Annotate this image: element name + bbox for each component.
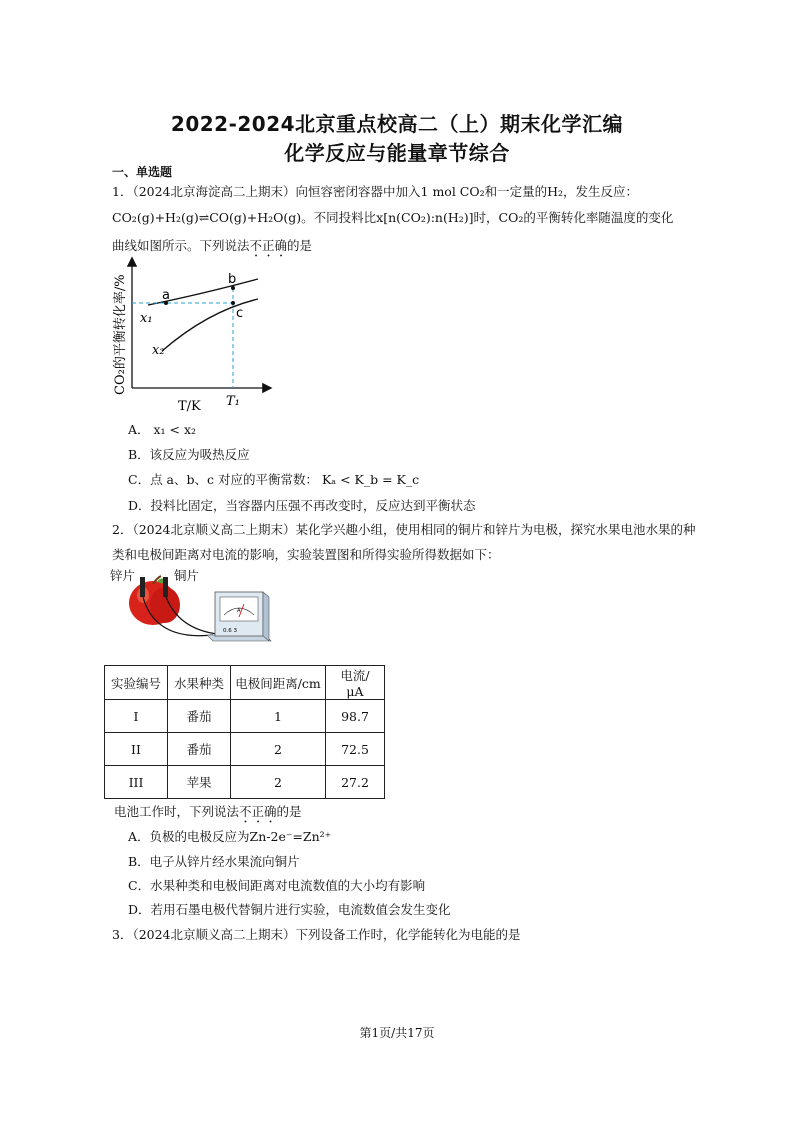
table-header-row	[105, 666, 385, 700]
q2-stem-end: 的是	[276, 804, 302, 819]
table-cell: III	[105, 766, 168, 799]
table-cell: II	[105, 733, 168, 766]
table-cell: 番茄	[168, 700, 231, 733]
page-subtitle: 化学反应与能量章节综合	[284, 141, 510, 165]
zinc-electrode	[140, 577, 145, 597]
y-axis-label: CO₂的平衡转化率/%	[113, 274, 128, 395]
fruit-battery-apparatus	[125, 575, 275, 650]
q2-stem-line2: 类和电极间距离对电流的影响，实验装置图和所得实验所得数据如下：	[112, 547, 500, 562]
q1-stem-line2-rest: 。不同投料比x[n(CO₂):n(H₂)]时，CO₂的平衡转化率随温度的变化	[301, 210, 674, 225]
q1-option-a[interactable]: A． x₁ < x₂	[128, 422, 197, 437]
zinc-label: 锌片	[110, 568, 136, 583]
point-c	[231, 301, 235, 305]
q1-option-d[interactable]: D．投料比固定，当容器内压强不再改变时，反应达到平衡状态	[128, 498, 476, 513]
q1-stem-text: 曲线如图所示。下列说法	[112, 238, 250, 253]
copper-label: 铜片	[174, 568, 200, 583]
q1-stem-line2	[112, 208, 673, 226]
label-c: c	[236, 306, 244, 321]
table-cell: 番茄	[168, 733, 231, 766]
svg-text:A: A	[237, 608, 241, 614]
q2-option-c[interactable]: C．水果种类和电极间距离对电流数值的大小均有影响	[128, 878, 426, 893]
table-cell: I	[105, 700, 168, 733]
label-b: b	[228, 272, 237, 287]
table-row	[105, 766, 385, 799]
label-a: a	[162, 288, 170, 303]
table-cell: 98.7	[326, 700, 385, 733]
meter-scale: 0.6 3	[223, 628, 237, 634]
col-header: 电极间距离/cm	[231, 666, 326, 700]
label-x2: x₂	[152, 343, 165, 358]
section-heading: 一、单选题	[112, 165, 173, 179]
table-cell: 1	[231, 700, 326, 733]
page-title: 2022-2024北京重点校高二（上）期末化学汇编	[170, 112, 624, 136]
q1-option-b[interactable]: B．该反应为吸热反应	[128, 447, 250, 462]
curve-x2	[162, 299, 258, 351]
q2-option-b[interactable]: B．电子从锌片经水果流向铜片	[128, 854, 300, 869]
q2-stem-question	[114, 802, 302, 826]
table-cell: 27.2	[326, 766, 385, 799]
table-cell: 2	[231, 733, 326, 766]
col-header: 水果种类	[168, 666, 231, 700]
q1-conversion-graph	[108, 255, 278, 415]
col-header: 实验编号	[105, 666, 168, 700]
q3-stem-line1: 3．（2024北京顺义高二上期末）下列设备工作时，化学能转化为电能的是	[112, 927, 521, 942]
copper-electrode	[163, 577, 168, 597]
q1-reaction: CO₂(g)+H₂(g)⇌CO(g)+H₂O(g)	[112, 210, 302, 225]
label-x1: x₁	[140, 311, 153, 326]
q1-stem-line1: 1．（2024北京海淀高二上期末）向恒容密闭容器中加入1 mol CO₂和一定量的H₂，发生反应：	[112, 184, 639, 199]
q2-option-a[interactable]: A．负极的电极反应为Zn-2e⁻=Zn²⁺	[128, 829, 332, 844]
col-header: 电流/ μA	[326, 666, 385, 700]
table-cell: 2	[231, 766, 326, 799]
table-row	[105, 733, 385, 766]
q2-option-d[interactable]: D．若用石墨电极代替铜片进行实验，电流数值会发生变化	[128, 902, 451, 917]
q2-stem-text: 电池工作时，下列说法	[114, 804, 240, 819]
q1-emphasis: 不正确	[249, 238, 288, 253]
q2-stem-line1: 2．（2024北京顺义高二上期末）某化学兴趣小组，使用相同的铜片和锌片为电极，探究水果电池水果的种	[112, 522, 696, 537]
q2-emphasis: 不正确	[239, 804, 277, 819]
page-footer: 第1页/共17页	[359, 1026, 435, 1040]
label-t1: T₁	[226, 394, 240, 409]
q1-option-c[interactable]: C．点 a、b、c 对应的平衡常数： Kₐ < K_b = K_c	[128, 472, 420, 487]
x-axis-label: T/K	[178, 399, 201, 414]
table-cell: 72.5	[326, 733, 385, 766]
q1-stem-end: 的是	[287, 238, 313, 253]
experiment-table	[104, 665, 385, 799]
table-row	[105, 700, 385, 733]
table-cell: 苹果	[168, 766, 231, 799]
